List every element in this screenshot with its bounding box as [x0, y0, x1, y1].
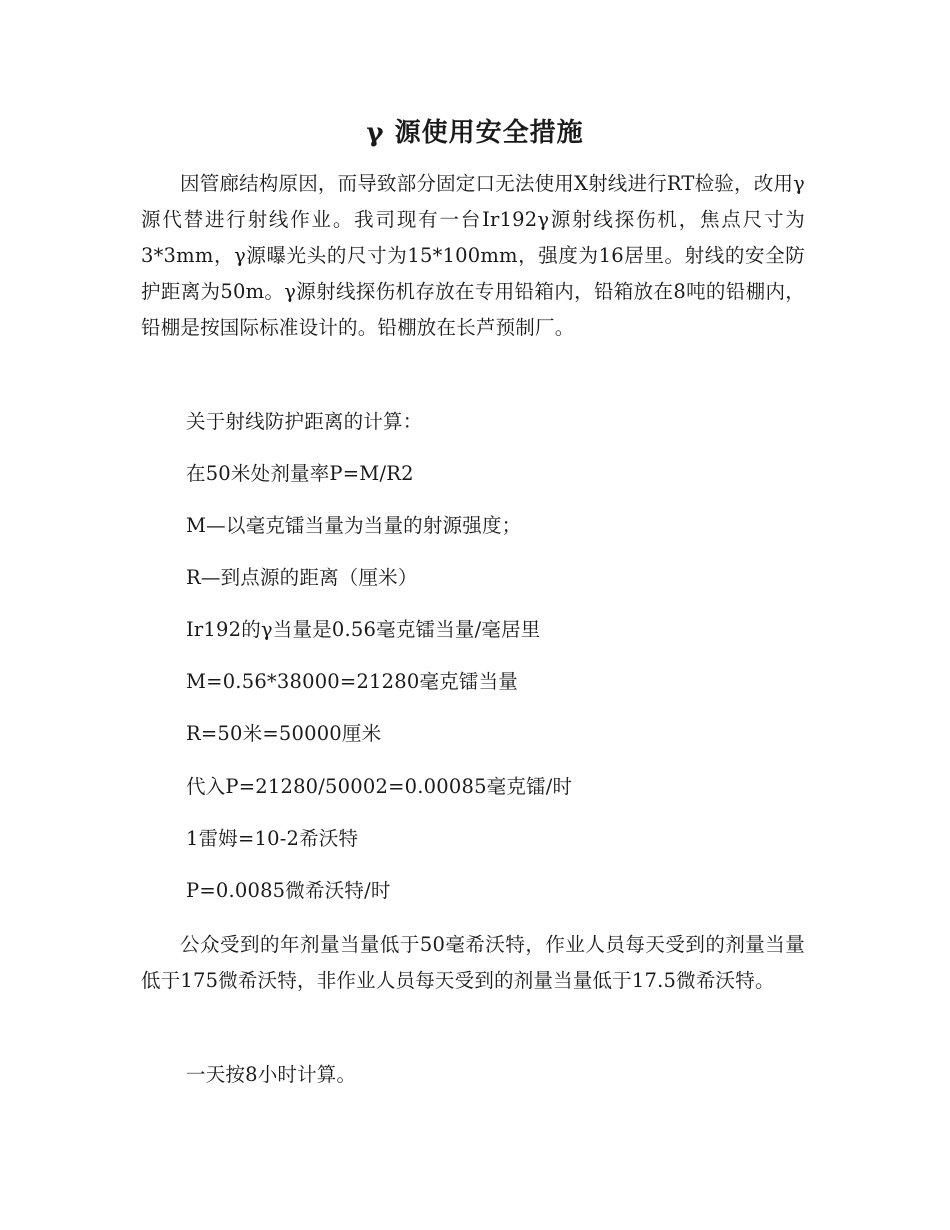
document-title: γ 源使用安全措施: [366, 118, 584, 148]
formula-line: 在50米处剂量率P=M/R2: [186, 462, 414, 485]
formula-line: Ir192的γ当量是0.56毫克镭当量/毫居里: [186, 618, 541, 641]
formula-line: R—到点源的距离（厘米）: [186, 566, 418, 589]
formula-line: 1雷姆=10-2希沃特: [186, 827, 359, 850]
formula-line: P=0.0085微希沃特/时: [186, 879, 391, 902]
formula-line: M=0.56*38000=21280毫克镭当量: [186, 670, 518, 693]
calculation-heading: 关于射线防护距离的计算：: [186, 410, 423, 433]
formula-line: M—以毫克镭当量为当量的射源强度；: [186, 514, 522, 537]
intro-paragraph: 因管廊结构原因，而导致部分固定口无法使用X射线进行RT检验，改用γ源代替进行射线作业。我司现有一台Ir192γ源射线探伤机，焦点尺寸为3*3mm，γ源曝光头的尺寸为15*100mm，强度为16居里。射线的安全防护距离为50m。γ源射线探伤机存放在专用铅箱内，铅箱放在8吨的铅棚内，铅棚是按国际标准设计的。铅棚放在长芦预制厂。: [141, 172, 805, 339]
dose-limits-paragraph: 公众受到的年剂量当量低于50毫希沃特，作业人员每天受到的剂量当量低于175微希沃特，非作业人员每天受到的剂量当量低于17.5微希沃特。: [141, 933, 805, 992]
formula-line: R=50米=50000厘米: [186, 722, 382, 745]
formula-line: 代入P=21280/50002=0.00085毫克镭/时: [186, 775, 573, 798]
day-hours-line: 一天按8小时计算。: [186, 1063, 357, 1086]
